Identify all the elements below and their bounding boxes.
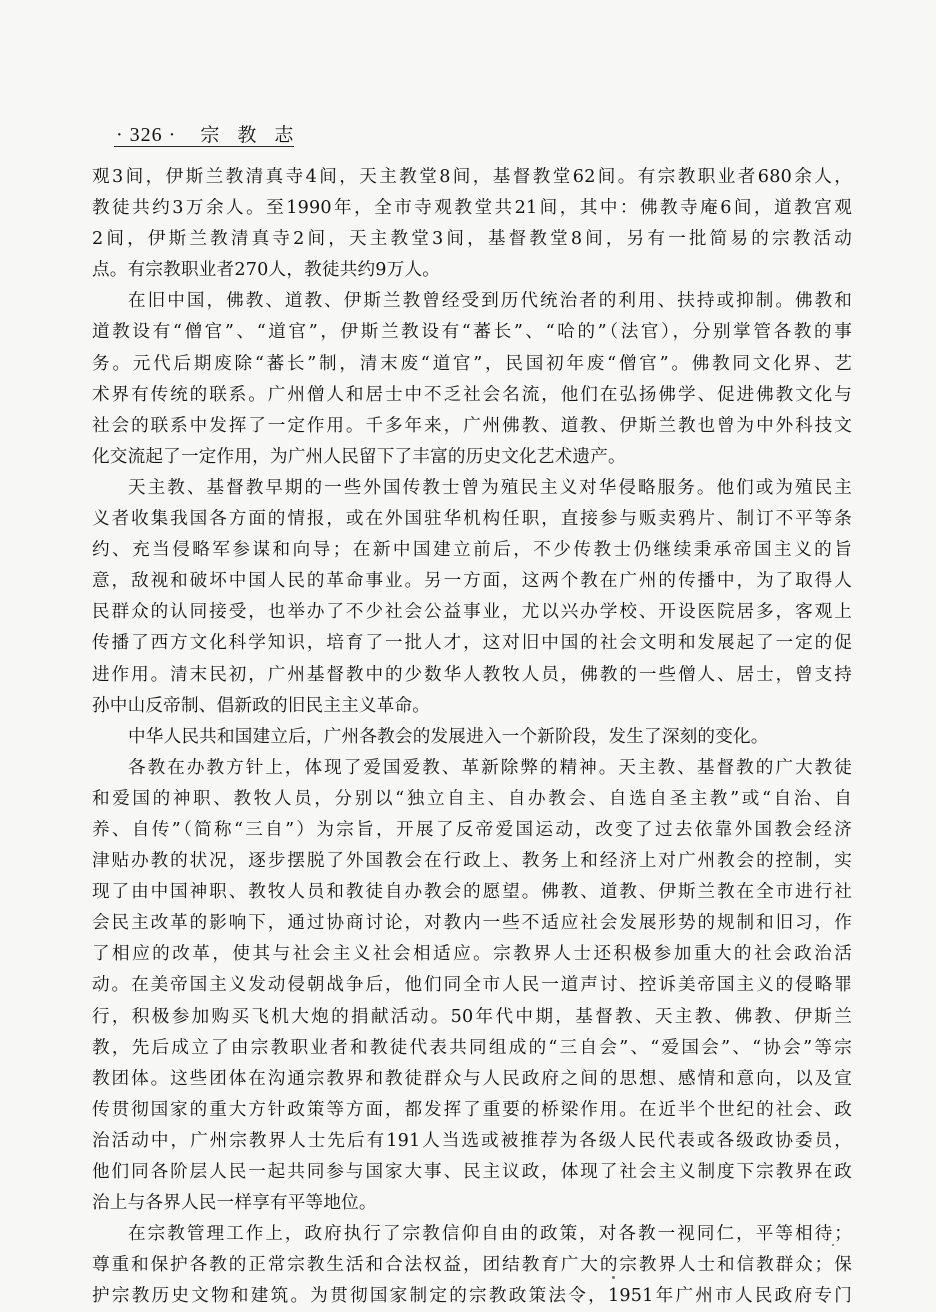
- running-header: [116, 120, 299, 148]
- text-line: 务。元代后期废除“蕃长”制，清末废“道官”，民国初年废“僧官”。佛教同文化界、艺: [92, 353, 852, 374]
- text-line: 约、充当侵略军参谋和向导；在新中国建立前后，不少传教士仍继续秉承帝国主义的旨: [92, 540, 852, 561]
- text-line: 化交流起了一定作用，为广州人民留下了丰富的历史文化艺术遗产。: [92, 446, 626, 467]
- text-line: 尊重和保护各教的正常宗教生活和合法权益，团结教育广大的宗教界人士和信教群众；保: [92, 1255, 852, 1276]
- text-line: 孙中山反帝制、倡新政的旧民主主义革命。: [92, 695, 431, 716]
- text-line: 进作用。清末民初，广州基督教中的少数华人教牧人员，佛教的一些僧人、居士，曾支持: [92, 664, 852, 685]
- text-line: 会民主改革的影响下，通过协商讨论，对教内一些不适应社会发展形势的规制和旧习，作: [92, 913, 852, 934]
- paragraph-first-line: 在宗教管理工作上，政府执行了宗教信仰自由的政策，对各教一视同仁，平等相待；: [128, 1224, 852, 1245]
- body-text: [92, 162, 852, 1312]
- text-line: 动。在美帝国主义发动侵朝战争后，他们同全市人民一道声讨、控诉美帝国主义的侵略罪: [92, 975, 852, 996]
- header-rule: [114, 146, 294, 147]
- text-line: 养、自传”（简称“三自”）为宗旨，开展了反帝爱国运动，改变了过去依靠外国教会经济: [92, 819, 852, 840]
- text-line: 观3间，伊斯兰教清真寺4间，天主教堂8间，基督教堂62间。有宗教职业者680余人，: [92, 167, 852, 187]
- paragraph-first-line: 中华人民共和国建立后，广州各教会的发展进入一个新阶段，发生了深刻的变化。: [128, 726, 769, 747]
- page-number: · 326 ·: [116, 124, 177, 146]
- text-line: 传播了西方文化科学知识，培育了一批人才，这对旧中国的社会文明和发展起了一定的促: [92, 633, 852, 654]
- text-line: 意，敌视和破坏中国人民的革命事业。另一方面，这两个教在广州的传播中，为了取得人: [92, 571, 852, 592]
- paragraph-first-line: 在旧中国，佛教、道教、伊斯兰教曾经受到历代统治者的利用、扶持或抑制。佛教和: [128, 291, 852, 312]
- text-line: 教徒共约3万余人。至1990年，全市寺观教堂共21间，其中：佛教寺庵6间，道教宫观: [92, 198, 852, 219]
- text-line: 和爱国的神职、教牧人员，分别以“独立自主、自办教会、自选自圣主教”或“自治、自: [92, 788, 852, 809]
- text-line: 津贴办教的状况，逐步摆脱了外国教会在行政上、教务上和经济上对广州教会的控制，实: [92, 851, 852, 872]
- text-line: 了相应的改革，使其与社会主义社会相适应。宗教界人士还积极参加重大的社会政治活: [92, 944, 852, 965]
- text-line: 道教设有“僧官”、“道官”，伊斯兰教设有“蕃长”、“哈的”（法官），分别掌管各教的事: [92, 322, 852, 343]
- paragraph-first-line: 天主教、基督教早期的一些外国传教士曾为殖民主义对华侵略服务。他们或为殖民主: [128, 477, 852, 498]
- text-line: 他们同各阶层人民一起共同参与国家大事、民主议政，体现了社会主义制度下宗教界在政: [92, 1162, 852, 1182]
- text-line: 护宗教历史文物和建筑。为贯彻国家制定的宗教政策法令，1951年广州市人民政府专门: [92, 1286, 852, 1307]
- text-line: 点。有宗教职业者270人，教徒共约9万人。: [92, 260, 441, 281]
- text-line: 传贯彻国家的重大方针政策等方面，都发挥了重要的桥梁作用。在近半个世纪的社会、政: [92, 1099, 852, 1120]
- paragraph-first-line: 各教在办教方针上，体现了爱国爱教、革新除弊的精神。天主教、基督教的广大教徒: [128, 757, 852, 778]
- text-line: 社会的联系中发挥了一定作用。千多年来，广州佛教、道教、伊斯兰教也曾为中外科技文: [92, 415, 852, 436]
- text-line: 术界有传统的联系。广州僧人和居士中不乏社会名流，他们在弘扬佛学、促进佛教文化与: [92, 384, 852, 405]
- scan-speck: [612, 1276, 615, 1279]
- text-line: 民群众的认同接受，也举办了不少社会公益事业，尤以兴办学校、开设医院居多，客观上: [92, 602, 852, 623]
- text-line: 现了由中国神职、教牧人员和教徒自办教会的愿望。佛教、道教、伊斯兰教在全市进行社: [92, 882, 852, 903]
- book-title: 宗 教 志: [200, 124, 300, 146]
- text-line: 治活动中，广州宗教界人士先后有191人当选或被推荐为各级人民代表或各级政协委员，: [92, 1130, 852, 1151]
- text-line: 义者收集我国各方面的情报，或在外国驻华机构任职，直接参与贩卖鸦片、制订不平等条: [92, 509, 852, 530]
- text-line: 教团体。这些团体在沟通宗教界和教徒群众与人民政府之间的思想、感情和意向，以及宣: [92, 1068, 852, 1089]
- scan-speck: [832, 1244, 834, 1246]
- text-line: 治上与各界人民一样享有平等地位。: [92, 1193, 377, 1214]
- text-line: 教，先后成立了由宗教职业者和教徒代表共同组成的“三自会”、“爱国会”、“协会”等宗: [92, 1037, 852, 1058]
- text-line: 行，积极参加购买飞机大炮的捐献活动。50年代中期，基督教、天主教、佛教、伊斯兰: [92, 1006, 852, 1027]
- text-line: 2间，伊斯兰教清真寺2间，天主教堂3间，基督教堂8间，另有一批简易的宗教活动: [92, 229, 852, 250]
